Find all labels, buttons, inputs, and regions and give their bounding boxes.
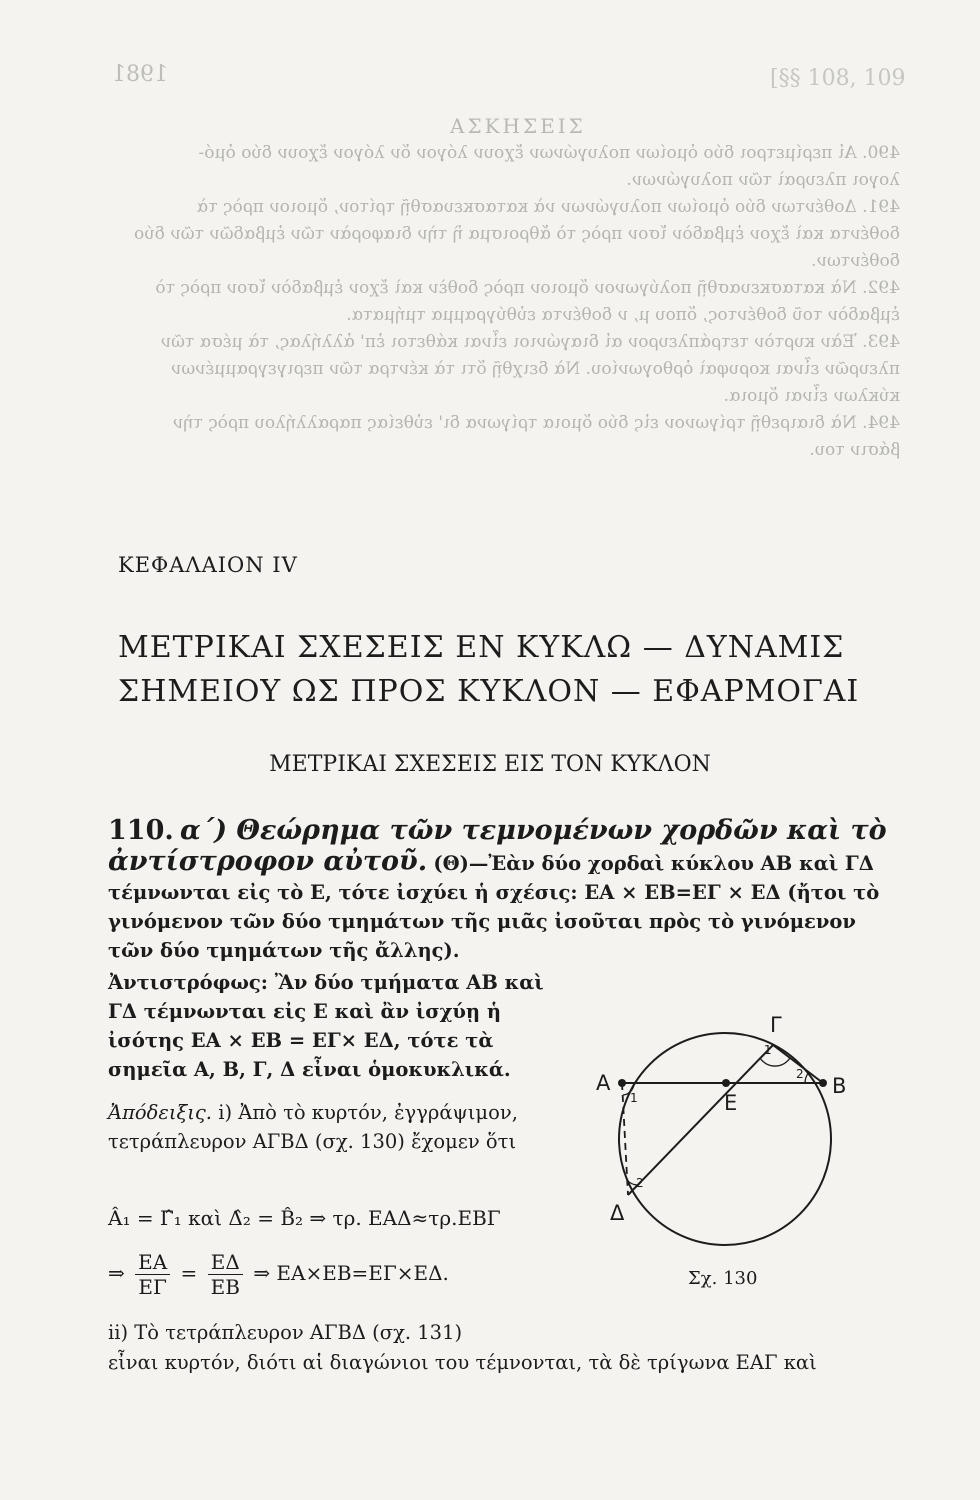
proof-text: i) Ἀπὸ τὸ κυρτόν, ἐγγράψιμον, τετράπλευρον ΑΓΒΔ (σχ. 130) ἔχομεν ὅτι xyxy=(108,1101,518,1153)
bleed-line: 490. Αἱ περίμετροι δύο ὁμοίων πολυγώνων ἔχουν λόγον ὅν λόγον ἔχουν δύο ὁμό- xyxy=(198,143,900,163)
bleed-line: πλευρῶν εἶναι κορυφαὶ ὀρθογωνίου. Νὰ δειχθῇ ὅτι τὰ κέντρα τῶν περιγεγραμμένων xyxy=(170,359,900,379)
label-g: Γ xyxy=(770,1013,782,1037)
chapter-heading: ΚΕΦΑΛΑΙΟΝ IV xyxy=(118,553,298,577)
bleed-line: κύκλων εἶναι ὅμοια. xyxy=(723,386,900,406)
label-angle-d2: 2 xyxy=(636,1176,644,1190)
fraction-numerator: ΕΔ xyxy=(208,1250,243,1275)
implies-symbol: ⇒ xyxy=(108,1261,125,1285)
bleed-page-number: 1981 xyxy=(112,62,168,87)
bleed-line: 491. Δοθέντων δύο ὁμοίων πολυγώνων νὰ κατασκευασθῇ τρίτον, ὅμοιον πρὸς τὰ xyxy=(196,197,900,217)
equation-result: ⇒ ΕΑ×ΕΒ=ΕΓ×ΕΔ. xyxy=(253,1261,449,1285)
point-e xyxy=(722,1079,730,1087)
theorem-paragraph xyxy=(108,816,898,965)
label-angle-g1: 1 xyxy=(764,1043,772,1057)
chord-gd xyxy=(628,1045,773,1195)
proof-label: Ἀπόδειξις. xyxy=(108,1101,212,1124)
figure-caption: Σχ. 130 xyxy=(688,1268,758,1289)
section-title: ΜΕΤΡΙΚΑΙ ΣΧΕΣΕΙΣ ΕΙΣ ΤΟΝ ΚΥΚΛΟΝ xyxy=(269,752,711,777)
point-a xyxy=(618,1079,626,1087)
fraction-ea-eg xyxy=(135,1250,170,1299)
equation-ratio xyxy=(108,1250,449,1299)
angle-mark-g1 xyxy=(760,1058,790,1066)
proof-paragraph xyxy=(108,1098,578,1156)
fraction-numerator: ΕΑ xyxy=(135,1250,170,1275)
converse-paragraph: Ἀντιστρόφως: Ἂν δύο τμήματα ΑΒ καὶ ΓΔ τέμνωνται εἰς Ε καὶ ἂν ἰσχύῃ ἡ ἰσότης ΕΑ × ΕΒ = ΕΓ× ΕΔ, τότε τὰ σημεῖα Α, Β, Γ, Δ εἶναι ὁμοκυκλικά. xyxy=(108,971,544,1081)
bleed-line: δοθέντα καὶ ἔχον ἐμβαδὸν ἴσον πρὸς τὸ ἄθροισμα ἢ τὴν διαφορὰν τῶν ἐμβαδῶν τῶν δύο xyxy=(134,224,900,244)
bleed-right-page-number: [§§ 108, 109 xyxy=(770,66,906,91)
bleed-line: 494. Νὰ διαιρεθῇ τρίγωνον εἰς δύο ὅμοια τρίγωνα δι' εὐθείας παραλλήλου πρὸς τὴν xyxy=(172,413,900,433)
bleed-line: βάσιν του. xyxy=(809,440,900,460)
label-e: E xyxy=(724,1091,738,1115)
chapter-title xyxy=(118,626,859,714)
theorem-body: (Θ)—Ἐὰν δύο χορδαὶ κύκλου ΑΒ καὶ ΓΔ τέμνωνται εἰς τὸ Ε, τότε ἰσχύει ἡ σχέσις: ΕΑ × ΕΒ=ΕΓ × ΕΔ (ἤτοι τὸ γινόμενον τῶν δύο τμημάτων τῆς μιᾶς ἰσοῦται πρὸς τὸ γινόμενον τῶν δύο τμημάτων τῆς ἄλλης). xyxy=(108,852,880,962)
fraction-denominator: ΕΒ xyxy=(210,1275,240,1299)
bleed-line: 492. Νὰ κατασκευασθῇ πολύγωνον ὅμοιον πρὸς δοθὲν καὶ ἔχον ἐμβαδὸν ἴσον πρὸς τὸ xyxy=(155,278,900,298)
bleed-exercises xyxy=(120,140,900,464)
part-ii-line: ii) Τὸ τετράπλευρον ΑΓΒΔ (σχ. 131) xyxy=(108,1321,463,1344)
fraction-denominator: ΕΓ xyxy=(138,1275,167,1299)
equals-symbol: = xyxy=(180,1261,198,1285)
figure-130 xyxy=(560,1010,890,1260)
bleed-header: ΑΣΚΗΣΕΙΣ xyxy=(450,114,586,138)
theorem-title: α΄) Θεώρημα τῶν τεμνομένων χορδῶν καὶ τὸ ἀντίστροφον αὐτοῦ. xyxy=(108,815,887,877)
label-d: Δ xyxy=(610,1201,625,1225)
bleed-line: δοθέντων. xyxy=(811,251,900,271)
chapter-title-line: ΣΗΜΕΙΟΥ ΩΣ ΠΡΟΣ ΚΥΚΛΟΝ — ΕΦΑΡΜΟΓΑΙ xyxy=(118,674,860,709)
bleed-line: λογοι πλευραὶ τῶν πολυγώνων. xyxy=(626,170,900,190)
theorem-number: 110. xyxy=(108,815,174,846)
equation-angles: Â₁ = Γ̂₁ καὶ Δ̂₂ = B̂₂ ⇒ τρ. ΕΑΔ≈τρ.ΕΒΓ xyxy=(108,1206,501,1230)
label-angle-a1: 1 xyxy=(630,1091,638,1105)
label-a: A xyxy=(596,1071,611,1095)
bleed-line: ἐμβαδὸν τοῦ δοθέντος, ὅπου μ, ν δοθέντα εὐθύγραμμα τμήματα. xyxy=(346,305,900,325)
last-line: εἶναι κυρτόν, διότι αἱ διαγώνιοι του τέμνονται, τὰ δὲ τρίγωνα ΕΑΓ καὶ xyxy=(108,1351,817,1374)
point-b xyxy=(819,1079,827,1087)
label-b: B xyxy=(832,1074,847,1098)
fraction-ed-eb xyxy=(208,1250,243,1299)
angle-mark-b2 xyxy=(805,1072,809,1083)
label-angle-b2: 2 xyxy=(796,1067,804,1081)
chapter-title-line: ΜΕΤΡΙΚΑΙ ΣΧΕΣΕΙΣ ΕΝ ΚΥΚΛΩ — ΔΥΝΑΜΙΣ xyxy=(118,630,845,665)
bleed-line: 493. Ἐὰν κυρτὸν τετράπλευρον αἱ διαγώνιοι εἶναι κάθετοι ἐπ' ἀλλήλας, τὰ μέσα τῶν xyxy=(160,332,900,352)
